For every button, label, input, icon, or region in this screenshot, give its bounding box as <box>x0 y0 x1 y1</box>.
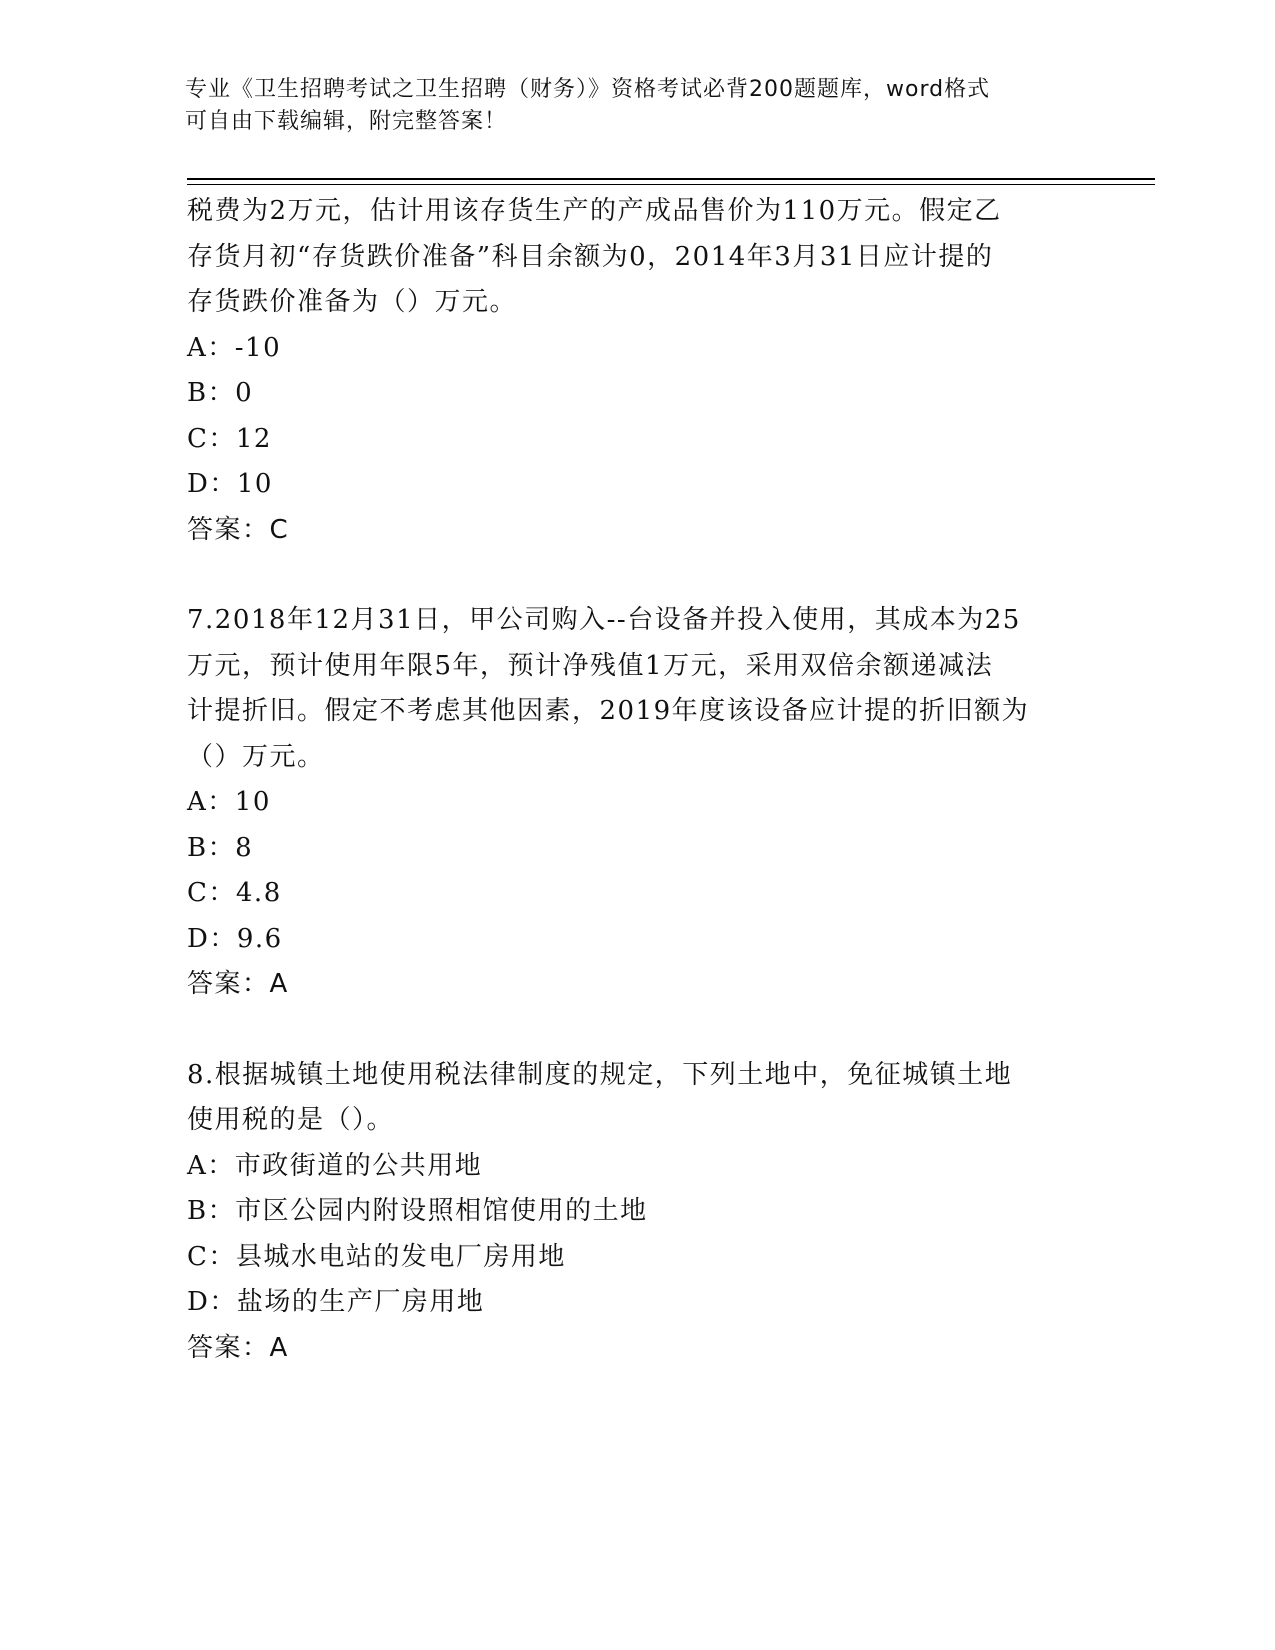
question-text: 万元，预计使用年限5年，预计净残值1万元，采用双倍余额递减法 <box>187 650 994 681</box>
answer: 答案：A <box>187 969 289 999</box>
question-7 <box>187 598 1087 1008</box>
header-title-line-1: 专业《卫生招聘考试之卫生招聘（财务）》资格考试必背200题题库，word格式 <box>185 77 991 102</box>
header-divider-thick <box>187 178 1155 180</box>
option-a: A：-10 <box>187 332 282 363</box>
question-6 <box>187 189 1087 553</box>
spacer <box>187 1008 1087 1053</box>
option-d: D：9.6 <box>187 923 283 954</box>
question-text: 使用税的是（）。 <box>187 1105 395 1135</box>
answer: 答案：A <box>187 1332 289 1363</box>
question-text: 存货月初“存货跌价准备”科目余额为0，2014年3月31日应计提的 <box>187 241 994 272</box>
option-d: D：盐场的生产厂房用地 <box>187 1287 485 1317</box>
question-text: （）万元。 <box>187 741 325 772</box>
header-title-line-2: 可自由下载编辑，附完整答案！ <box>185 109 508 134</box>
question-8 <box>187 1053 1087 1372</box>
option-b: B：0 <box>187 378 254 408</box>
option-c: C：4.8 <box>187 878 282 908</box>
option-a: A：市政街道的公共用地 <box>187 1150 483 1181</box>
question-text: 7.2018年12月31日，甲公司购入--台设备并投入使用，其成本为25 <box>187 605 1021 635</box>
question-list <box>187 189 1087 1371</box>
option-b: B：8 <box>187 832 254 863</box>
question-text: 税费为2万元，估计用该存货生产的产成品售价为110万元。假定乙 <box>187 196 1002 226</box>
document-header <box>185 74 1085 138</box>
question-text: 计提折旧。假定不考虑其他因素，2019年度该设备应计提的折旧额为 <box>187 696 1030 726</box>
answer: 答案：C <box>187 514 290 545</box>
option-d: D：10 <box>187 469 273 499</box>
option-c: C：12 <box>187 423 272 454</box>
option-a: A：10 <box>187 787 271 817</box>
question-text: 存货跌价准备为（）万元。 <box>187 287 518 317</box>
header-divider-thin <box>187 184 1155 185</box>
question-text: 8.根据城镇土地使用税法律制度的规定，下列土地中，免征城镇土地 <box>187 1059 1013 1090</box>
spacer <box>187 553 1087 598</box>
option-c: C：县城水电站的发电厂房用地 <box>187 1241 566 1272</box>
option-b: B：市区公园内附设照相馆使用的土地 <box>187 1196 648 1226</box>
